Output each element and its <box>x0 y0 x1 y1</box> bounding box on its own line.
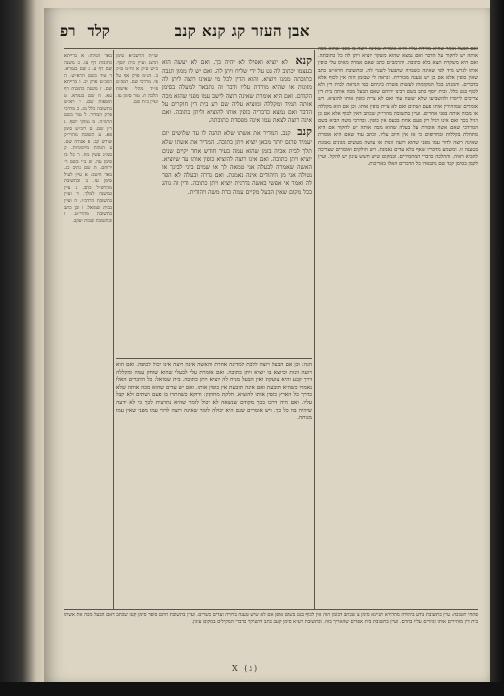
marginal-notes-column <box>116 54 158 354</box>
page-label-b: רפ <box>60 22 76 40</box>
page-label-a: קלד <box>87 22 110 40</box>
lower-commentary-text: הגה: וכן אם הבעל רוצה ללכת למדינה אחרת והאשה אינה רוצה אינו יכול לכופה. ואם הוא רועה זונות וכיוצא בו יוציא ויתן כתובה. ואם אומרת עלי לבעלי שהוא שוחק עמה ומקללה דרך קבע והיא צועקת ואין הבעל מניח לה יוציא ויתן כתובה. בית שמואל: כל הדברים האלו נאמרו כשהיא תובעת ואם אינה תובעת אין כופין אותו. ואם יש עדים שהוא מכה אותה שלא כדרך כל הארץ כופין אותו להוציא. חלקת מחוקק: ודוקא כשהתרו בו פעם ושתים ולא קבל עליו. ואם היה דרכו בכך מקודם שנשאה לא יכול לומר שהיא נתרצית לכך כי לא ידעה שיהיה בה כל כך. ויש אומרים שגם היא יכולה לומר שאינה רוצה לדור עמו מפני שאין עמו מנוחה. <box>116 362 312 422</box>
main-lower-rule <box>116 358 312 359</box>
main-paragraph-1 <box>162 54 312 125</box>
page-number <box>60 22 110 41</box>
main-text-2: קנב. המדיר את אשתו שלא תהנה לו עד שלושים יום יעמיד פרנס יותר מכאן יוציא ויתן כתובה. המדיר את אשתו שלא תלך לבית אביה בזמן שהוא עמה בעיר חודש אחד יקיים שנים יוציא ויתן כתובה. ואם אינו רוצה להוציא כופין אותו עד שיוציא. האשה שאמרה לבעלה אני טמאה לך או שמים ביני לבינך או נטולה אני מן היהודים אינה נאמנת. ואם נדרה ובעלה לא הפר לה ואמר אי אפשי באשה נדרנית יוציא ויתן כתובה. ודין זה נוהג בכל מקום שאין הבעל מקיים עמה כדת משה ויהודית. <box>162 130 312 196</box>
commentary-right-column <box>318 46 478 606</box>
main-text-column <box>162 54 312 354</box>
page-edge-shadow <box>490 0 504 696</box>
signature-mark: X (ג) <box>232 664 260 673</box>
page-header <box>60 22 420 46</box>
bottom-commentary-block <box>64 612 478 662</box>
marginal-notes-text: שו״ת הרשב״א סימן תרצג ועיין בית יוסף. ב״ש ס״ק א וח״מ ס״ק ב. הג״מ פרק אף על פי. מרדכי שם. רמב״ם פ״יד מהל׳ אישות הלכה ח. טור סימן עז. ועיין ב״ח שם. <box>116 54 158 106</box>
main-paragraph-2 <box>162 125 312 196</box>
commentary-right-text: ואם הבעל אומר שהיא מורדת עליו והיא אומרת שאינה רוצה בו מפני שהוא מכה אותה יש לחקור על הדבר ואם נמצא שהוא משקר יוציא ויתן לה כל כתובתה. ואם היא משקרת תצא בלא כתובה. והרמב״ם כתב שאם אמרה מאיס עלי כופין אותו לגרש מיד לפי שאינה כשבויה שתבעל לשנוי לה. ובתשובת הרא״ש כתב שאין כופין אלא אם כן יש טענה מבוררת. ונראה לי שבזמן הזה אין לכוף אלא בדברים. והמנהג בכל המקומות לעשות פשרה ביניהם כפי הנראה לבית דין ולא לכוף בגט כלל. ובית יוסף כתב בשם רבינו ירוחם שאם הבעל מכה אותה בית דין צריכים לייסרו ולהשביעו שלא יעשה עוד ואם לא ציית כופין אותו להוציא. ויש אומרים שמזהירין אותו פעם ושתים ואם לא ציית כופין אותו. וכן אם הוא מקללה או מבזה אותה בפני אחרים. ועיין בתשובת מהרי״ק שכתב דאין לכוף אלא אם כן רגיל בכך ואם אינו רגיל רק פעם אחת בכעס אין כופין. ובדרכי משה הביא בשם המרדכי שאם אשה אומרת על בעלה שהוא מכה אותה יש לחקור אם היא מתחלת בקללות ובחרופים כי אז אין חיוב עליו. וכתב עוד שאם היא אומרת שאינה רוצה לדור עמו מפני שהוא רועה זונות או עושה מעשים מגונים נאמנת בטענה זו. ומשמע מדבריו שאף בלא עדים נאמנת. ויש חולקים ואומרים שצריכה להביא ראיה. וההלכה כדברי המחמירים. ובמקום שיש חשש עיגון יש להקל. ועיין לקמן בסימן קנד שם נתבארו כל הדברים האלו באריכות. <box>318 46 478 168</box>
commentary-left-text: באר הגולה: א ברייתא כתובות דף עז. ב משנה שם דף ע. ג שם בגמרא. ד טור בשם הרא״ש. ה רמב״ם פרק יב. ו ברייתא שם. ז משנה כתובות דף עא. ח שם בגמרא. ט תוספות שם. י רא״ש בתשובה כלל מג. כ מרדכי פרק המדיר. ל טור בשם הרמ״ה. מ נמוקי יוסף. נ ר״ן שם. ס ריב״ש סימן פא. ע תשובת מהרי״ק שורש קב. פ אגודה שם. צ הגהות מיימוניות. ק סמ״ג עשין מח. ר כל בו סימן עה. ש ב״י בשם ר׳ ירוחם. ת שם נתיב כג. באר היטב: א עיין לעיל סימן עז. ב ובתשובת מהרש״ל כתב. ג עיין במשנה למלך. ד ועיין בתשובת הרדב״ז. ה ועיין בבית שמואל. ו וכן כתב בתשובת מהרי״ט. ז ובתשובת שבות יעקב. <box>64 54 112 224</box>
main-text-1: לא יוציא ואפילו לא יהיה כך. ואם לא יעשה הוא בעצמו יכתוב לה גט על ידי שליח ויתן לה. ואם יש לו ממון תגבה כתובתה ממנו ויוציא. והוא הדין לכל מי שאינו רוצה ליתן לה מזונות או שהיא מורדת עליו ודבר זה נתבאר למעלה בסימן הקודם. ואם היא אומרת שאינה רוצה לישב עמו מפני שהוא מכה אותה תמיד ומקללה ומוציא עליה שם רע בית דין חוקרים על הדבר ואם נמצא כדבריה כופין אותו להוציא וליתן כתובה. ואם אינה רוצה לצאת עמו אינה מפסדת כתובתה. <box>162 59 312 125</box>
section-head-2: קנב <box>297 125 312 139</box>
running-title: אבן העזר קג קנא קנב <box>174 22 310 40</box>
lower-commentary-block <box>116 362 312 610</box>
bottom-shadow <box>0 682 504 696</box>
column-rule-left <box>113 50 114 610</box>
section-head-1: קנא <box>295 54 312 67</box>
commentary-left-column <box>64 54 112 614</box>
column-rule-right <box>314 50 315 610</box>
bottom-commentary-text: פתחי תשובה: עיין בתשובת נודע ביהודה מהדורא תניינא סימן צ שכתב דבזמן הזה אין לכוף בגט בשום אופן אם לא שיש טענה ברורה ועדים כשרים. ועיין בתשובת חתם סופר סימן קטז שכתב דאם הבעל מכה את אשתו בית דין מזהירים אותו וגוזרים עליו בחרם. ועיין בתשובת בית אפרים שהאריך בזה. ובתשובת רע״א סימן קעב כתב דהעיקר כדברי המקילים במקום עיגון. <box>64 612 478 625</box>
